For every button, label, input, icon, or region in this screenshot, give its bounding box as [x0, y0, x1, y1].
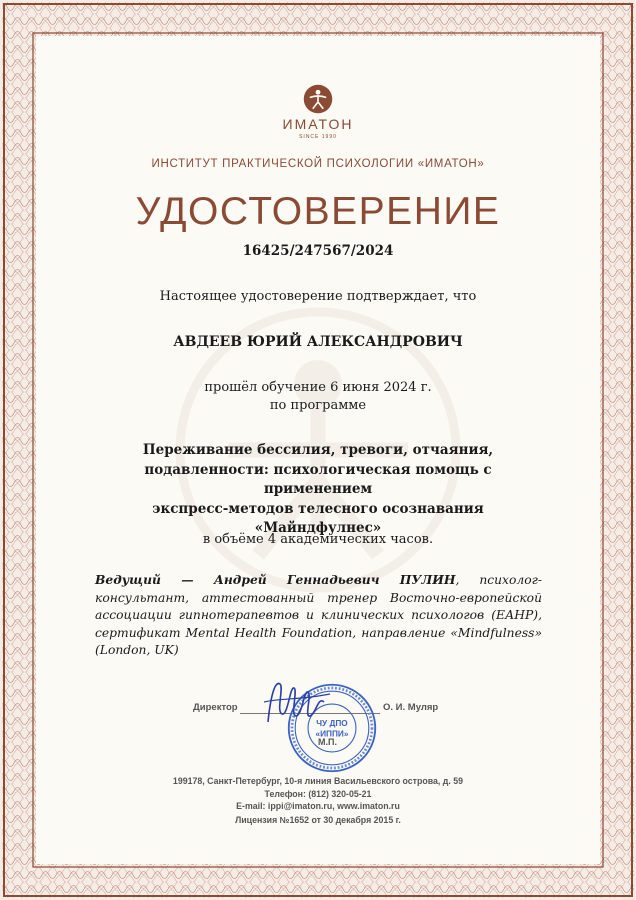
program-line: подавленности: психологическая помощь с применением [144, 461, 492, 497]
program-line: «Майндфулнес» [254, 520, 382, 536]
institute-name: ИНСТИТУТ ПРАКТИЧЕСКОЙ ПСИХОЛОГИИ «ИМАТОН» [151, 158, 485, 170]
document-title: УДОСТОВЕРЕНИЕ [135, 190, 501, 233]
recipient-name: АВДЕЕВ ЮРИЙ АЛЕКСАНДРОВИЧ [173, 334, 463, 350]
stamp-place-mark: М.П. [318, 737, 337, 747]
footer-license: Лицензия №1652 от 30 декабря 2015 г. [235, 815, 401, 825]
program-title [110, 441, 526, 539]
confirm-text: Настоящее удостоверение подтверждает, что [159, 289, 477, 304]
director-name: О. И. Муляр [383, 702, 439, 713]
program-line: Переживание бессилия, тревоги, отчаяния, [142, 442, 494, 458]
imaton-logo [0, 84, 636, 140]
stamp-center-line1: ЧУ ДПО [316, 719, 348, 729]
director-signature [260, 672, 340, 732]
hours-volume: в объёме 4 академических часов. [202, 532, 434, 547]
program-line: экспресс-методов телесного осознавания [152, 500, 484, 517]
logo-since: SINCE 1990 [299, 134, 337, 140]
lead-trainer-info [95, 571, 542, 660]
footer-phone: Телефон: (812) 320-05-21 [264, 789, 372, 799]
footer-address: 199178, Санкт-Петербург, 10-я линия Васильевского острова, д. 59 [172, 776, 464, 786]
by-program: по программе [269, 398, 367, 413]
logo-name: ИМАТОН [282, 116, 354, 132]
stamp-center-line2: «ИППИ» [315, 729, 349, 739]
imaton-emblem-icon [303, 84, 333, 114]
footer-email: E-mail: ippi@imaton.ru, www.imaton.ru [236, 801, 400, 811]
director-label: Директор [193, 702, 238, 713]
training-date: прошёл обучение 6 июня 2024 г. [204, 380, 432, 395]
lead-trainer-credentials: , психолог-консультант, аттестованный тренер Восточно-европейской ассоциации гипнотерапевтов и клинических психологов (ЕАНР), сертификат Mental Health Foundation, направление «Mindfulness» (London, UK) [95, 573, 542, 657]
lead-trainer-name: Ведущий — Андрей Геннадьевич ПУЛИН [95, 572, 456, 587]
certificate-number: 16425/247567/2024 [242, 243, 394, 259]
